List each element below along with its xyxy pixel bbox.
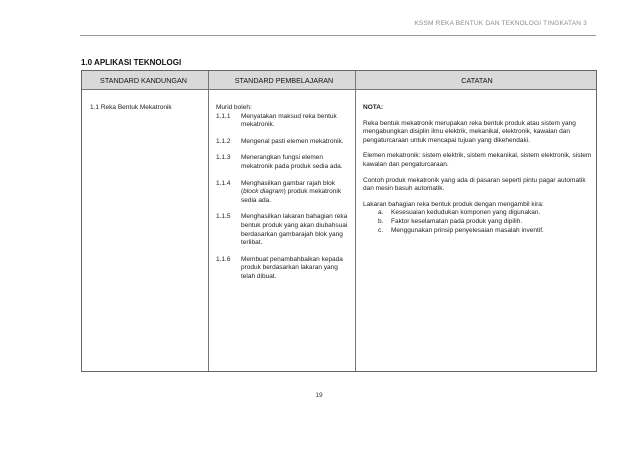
- item-text: Mengenal pasti elemen mekatronik.: [241, 137, 344, 145]
- column-header-kandungan: STANDARD KANDUNGAN: [100, 76, 187, 85]
- item-number: 1.1.6: [216, 255, 231, 263]
- list-item: [378, 209, 593, 218]
- list-item: [216, 180, 352, 206]
- running-header: KSSM REKA BENTUK DAN TEKNOLOGI TINGKATAN 3: [414, 20, 587, 27]
- list-marker: c.: [378, 226, 384, 234]
- curriculum-table: [81, 70, 597, 372]
- catatan-paragraph: Reka bentuk mekatronik merupakan reka bentuk produk atau sistem yang mengabungkan disiplin ilmu elektrik, mekanikal, elektronik, kawalan dan pengaturcaraan untuk mencapai tujuan yang dikehendaki.: [363, 119, 576, 144]
- kandungan-cell: 1.1 Reka Bentuk Mekatronik: [90, 104, 172, 111]
- catatan-paragraph: Lakaran bahagian reka bentuk produk dengan mengambil kira:: [363, 200, 544, 208]
- list-item: [216, 113, 352, 130]
- column-divider: [355, 71, 356, 371]
- item-number: 1.1.2: [216, 137, 231, 145]
- header-divider: [80, 35, 596, 36]
- item-number: 1.1.5: [216, 213, 231, 221]
- nota-heading: NOTA:: [363, 104, 384, 111]
- list-item: [216, 154, 352, 171]
- item-text: Faktor keselamatan pada produk yang dipilih.: [391, 217, 523, 225]
- item-text: Membuat penambahbaikan kepada produk berdasarkan lakaran yang telah dibuat.: [241, 255, 343, 280]
- column-divider: [208, 71, 209, 371]
- item-text: Kesesuaian kedudukan komponen yang digunakan.: [391, 209, 541, 217]
- item-text: Menggunakan prinsip penyelesaian masalah inventif.: [391, 226, 544, 234]
- item-number: 1.1.1: [216, 112, 231, 120]
- catatan-cell: [363, 104, 593, 235]
- pembelajaran-cell: [216, 104, 352, 282]
- section-title: 1.0 APLIKASI TEKNOLOGI: [81, 58, 182, 67]
- italic-term: block diagram: [243, 188, 284, 196]
- item-text: Menghasilkan lakaran bahagian reka bentuk produk yang akan diubahsuai berdasarkan gambarajah blok yang terlibat.: [241, 213, 348, 247]
- page-number: 19: [315, 392, 323, 399]
- list-item: [378, 218, 593, 227]
- criteria-list: [378, 209, 593, 235]
- list-item: [216, 256, 352, 282]
- item-number: 1.1.3: [216, 154, 231, 162]
- list-item: [216, 213, 352, 247]
- column-header-pembelajaran: STANDARD PEMBELAJARAN: [234, 76, 334, 85]
- item-number: 1.1.4: [216, 179, 231, 187]
- table-header-row: [82, 71, 596, 90]
- list-item: [216, 138, 352, 147]
- item-text: Menerangkan fungsi elemen mekatronik pada produk sedia ada.: [241, 154, 343, 170]
- item-text: Menghasilkan gambar rajah blok (block diagram) produk mekatronik sedia ada.: [241, 179, 342, 204]
- pembelajaran-intro: Murid boleh:: [216, 104, 252, 111]
- column-header-catatan: CATATAN: [461, 76, 493, 85]
- list-item: [378, 227, 593, 236]
- list-marker: b.: [378, 217, 384, 225]
- catatan-paragraph: Contoh produk mekatronik yang ada di pasaran seperti pintu pagar automatik dan mesin basuh automatik.: [363, 176, 586, 193]
- list-marker: a.: [378, 209, 384, 217]
- catatan-paragraph: Elemen mekatronik: sistem elektrik, sistem mekanikal, sistem elektronik, sistem kawalan dan pengaturcaraan.: [363, 152, 592, 168]
- item-text: Menyatakan maksud reka bentuk mekatronik.: [241, 112, 337, 129]
